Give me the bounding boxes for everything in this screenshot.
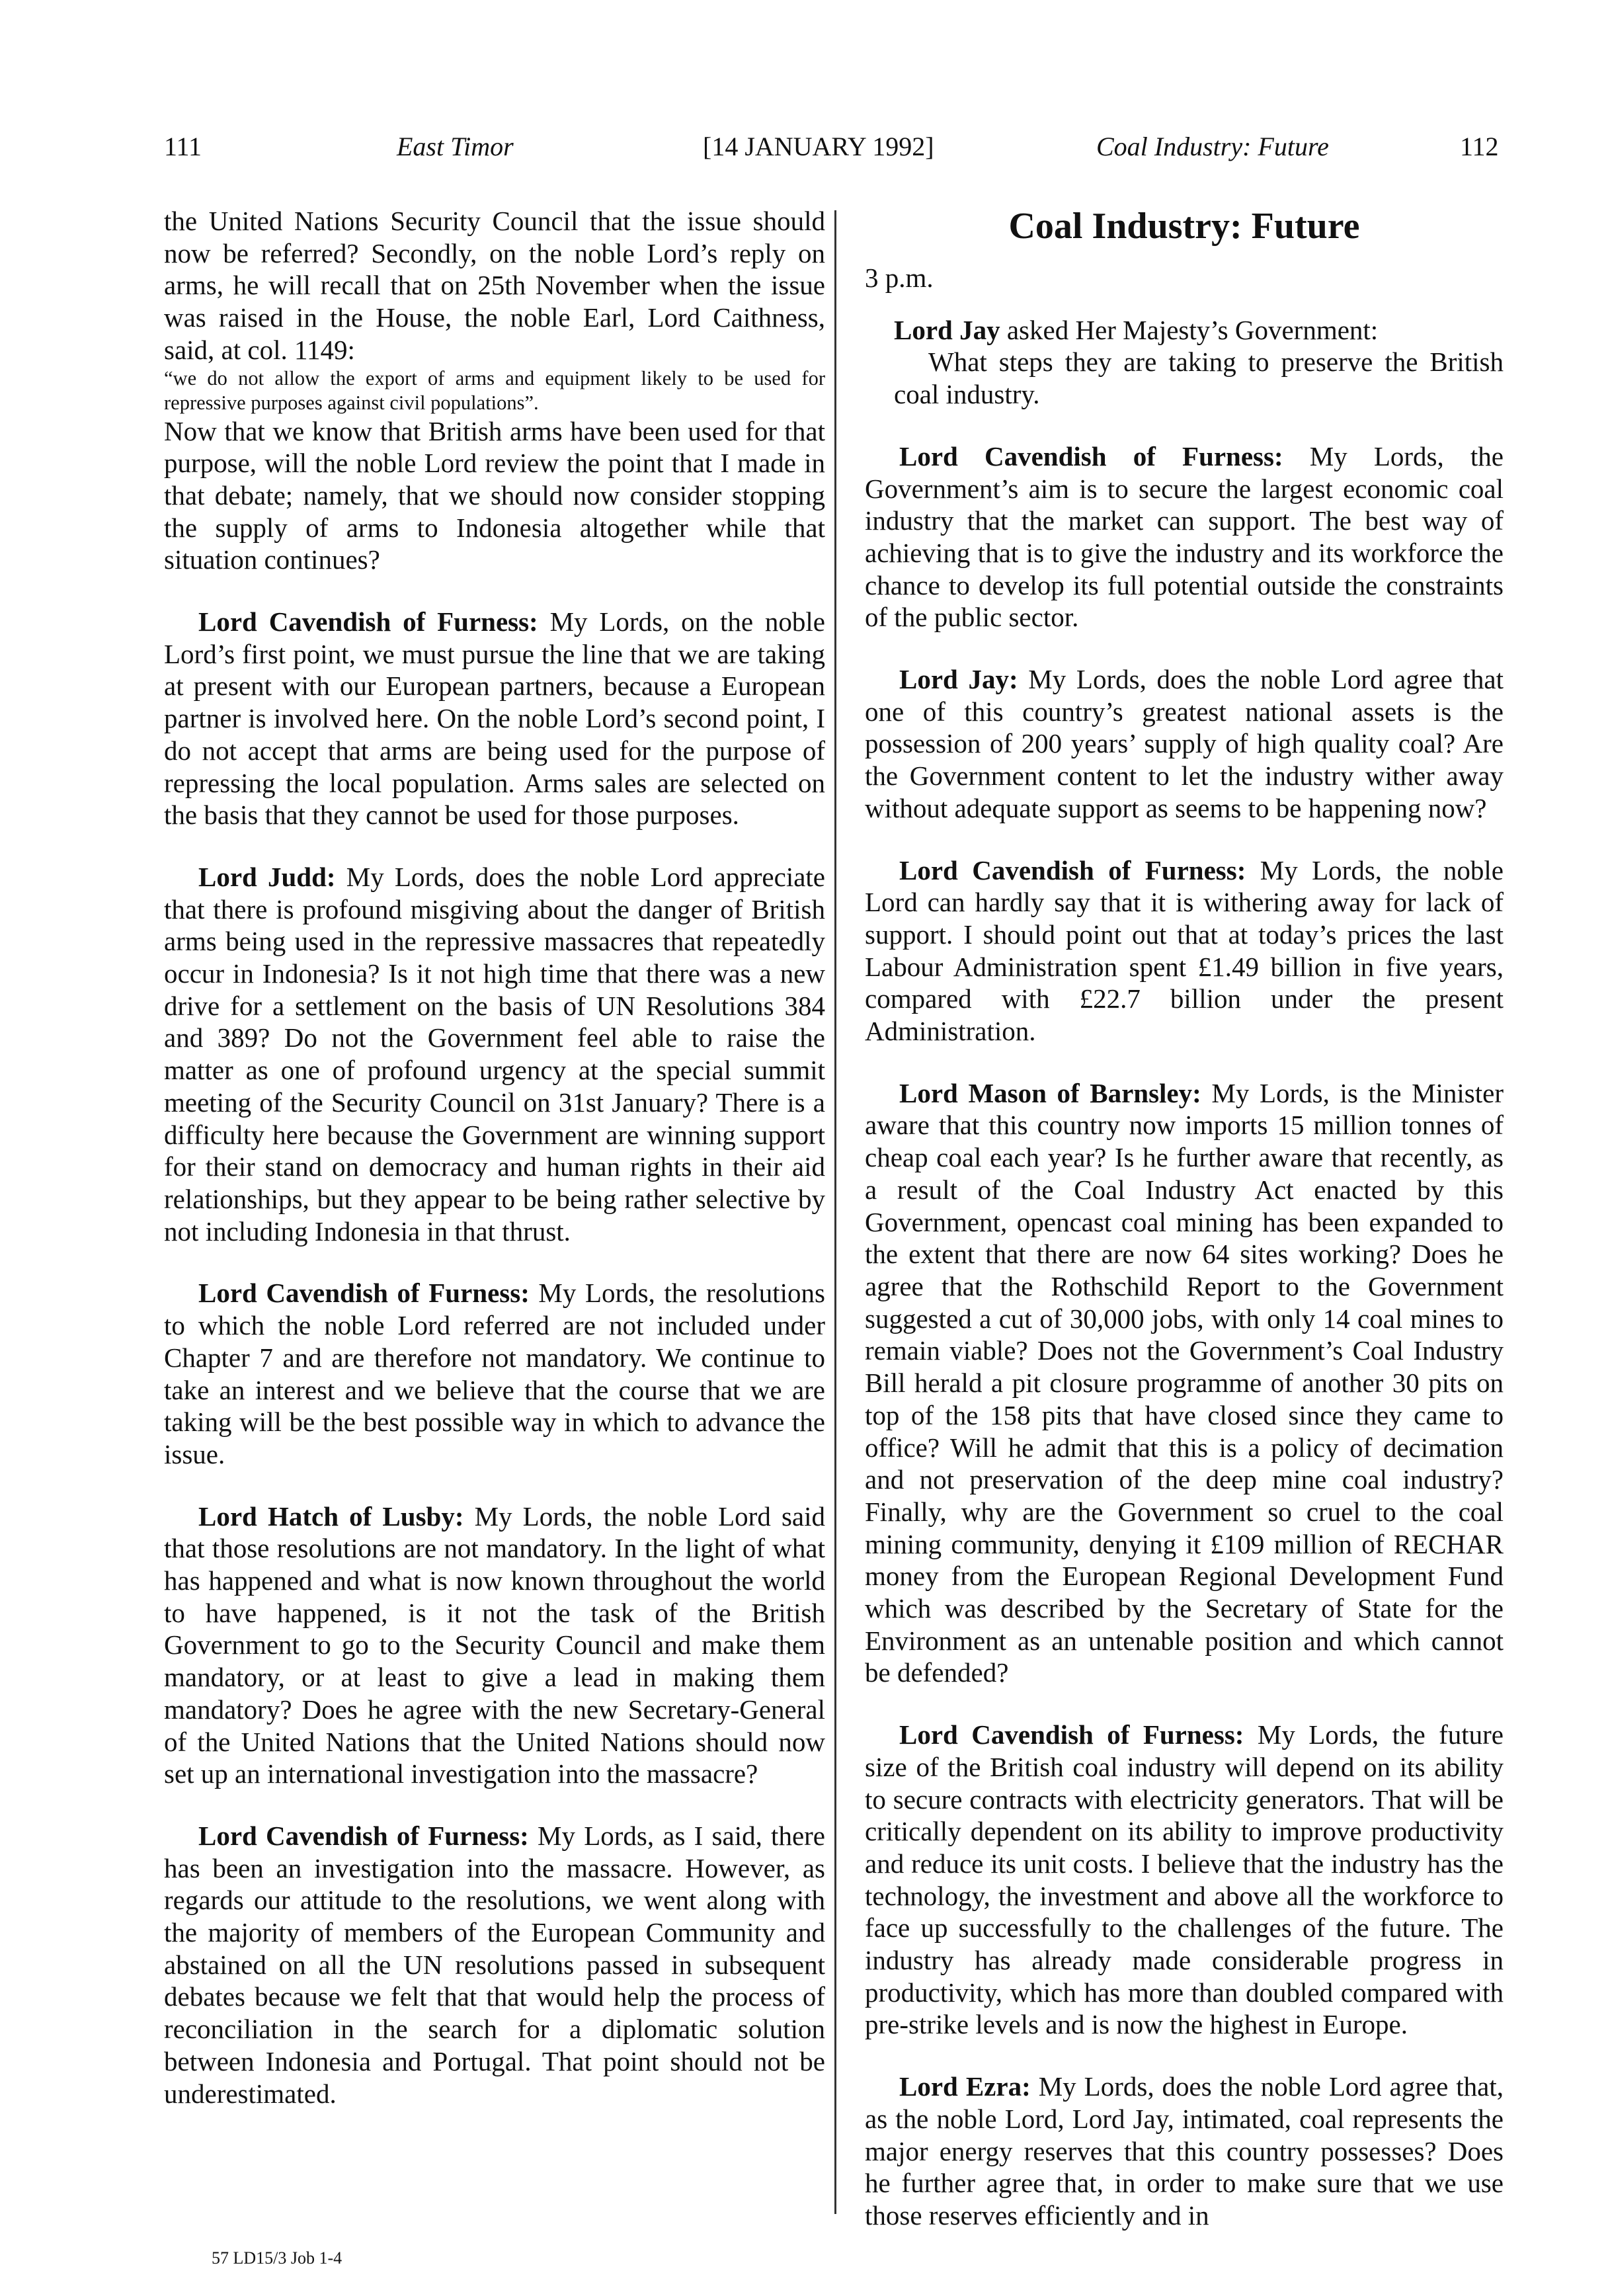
speech: [865, 1719, 1504, 2041]
question-speaker: Lord Jay: [894, 314, 1000, 345]
speech-text: My Lords, does the noble Lord agree that, as the noble Lord, Lord Jay, intimated, coal represents the major energy reserves that this country possesses? Does he further agree that, in order to make sure that we use those reserves efficiently and in: [865, 2071, 1504, 2231]
speech: [865, 1077, 1504, 1689]
continuation-paragraph: Now that we know that British arms have been used for that purpose, will the noble Lord review the point that I made in that debate; namely, that we should now consider stopping the supply of arms to Indonesia altogether while that situation continues?: [164, 415, 825, 575]
left-running-title: East Timor: [397, 132, 514, 161]
speech: [164, 1277, 825, 1470]
speaker-name: Lord Hatch of Lusby:: [198, 1500, 464, 1532]
speech-text: My Lords, the future size of the British coal industry will depend on its ability to secure contracts with electricity generators. That will be critically dependent on its ability to improve productivity and reduce its unit costs. I believe that the industry has the technology, the investment and above all the workforce to face up successfully to the challenges of the future. The industry has already made considerable progress in productivity, which has more than doubled compared with pre-strike levels and is now the highest in Europe.: [865, 1719, 1504, 2040]
speaker-name: Lord Cavendish of Furness:: [198, 606, 538, 637]
speaker-name: Lord Cavendish of Furness:: [198, 1278, 530, 1309]
speaker-name: Lord Cavendish of Furness:: [899, 1719, 1244, 1750]
speech-text: My Lords, does the noble Lord appreciate that there is profound misgiving about the danger of British arms being used in the repressive massacres that repeatedly occur in Indonesia? Is it not high time that there was a new drive for a settlement on the basis of UN Resolutions 384 and 389? Do not the Government feel able to raise the matter as one of profound urgency at the special summit meeting of the Security Council on 31st January? There is a difficulty here because the Government are winning support for their stand on democracy and human rights in their aid relationships, but they appear to be being rather selective by not including Indonesia in that thrust.: [164, 861, 825, 1247]
question-intro-text: asked Her Majesty’s Government:: [1000, 314, 1379, 345]
speaker-name: Lord Ezra:: [899, 2071, 1031, 2102]
speech-text: My Lords, the resolutions to which the noble Lord referred are not included under Chapter 7 and are therefore not mandatory. We continue to take an interest and we believe that the course that we are taking will be the best possible way in which to advance the issue.: [164, 1278, 825, 1469]
speaker-name: Lord Judd:: [198, 861, 336, 892]
speaker-name: Lord Cavendish of Furness:: [899, 854, 1246, 885]
right-running-title: Coal Industry: Future: [1096, 132, 1329, 161]
section-title: Coal Industry: Future: [1008, 206, 1360, 247]
header-date: [14 JANUARY 1992]: [703, 132, 934, 161]
speaker-name: Lord Cavendish of Furness:: [198, 1820, 529, 1851]
speech: [164, 861, 825, 1247]
speech-text: My Lords, does the noble Lord agree that one of this country’s greatest national assets is the possession of 200 years’ supply of high quality coal? Are the Government content to let the industry wither away without adequate support as seems to be happening now?: [865, 664, 1504, 823]
sitting-time: 3 p.m.: [865, 263, 934, 293]
speech: [865, 2070, 1504, 2232]
speech-text: My Lords, the noble Lord can hardly say that it is withering away for lack of support. I should point out that at today’s prices the last Labour Administration spent £1.49 billion in five years, compared with £22.7 billion under the present Administration.: [865, 854, 1504, 1047]
speaker-name: Lord Cavendish of Furness:: [899, 440, 1283, 472]
speech-text: My Lords, is the Minister aware that this country now imports 15 million tonnes of cheap coal each year? Is he further aware that recently, as a result of the Coal Industry Act enacted by this Government, opencast coal mining has been expanded to the extent that there are now 64 sites working? Does he agree that the Rothschild Report to the Government suggested a cut of 30,000 jobs, with only 14 coal mines to remain viable? Does not the Government’s Coal Industry Bill herald a pit closure programme of another 30 pits on top of the 158 pits that have closed since they came to office? Will he admit that this is a policy of decimation and not preservation of the deep mine coal industry? Finally, why are the Government so cruel to the coal mining community, denying it £109 million of RECHAR money from the European Regional Development Fund which was described by the Secretary of State for the Environment as an untenable position and which cannot be defended?: [865, 1077, 1504, 1688]
question-intro: [865, 314, 1504, 347]
speech-text: My Lords, on the noble Lord’s first point, we must pursue the line that we are taking at present with our European partners, because a European partner is involved here. On the noble Lord’s second point, I do not accept that arms are being used for the purpose of repressing the local population. Arms sales are selected on the basis that they cannot be used for those purposes.: [164, 606, 825, 831]
speaker-name: Lord Mason of Barnsley:: [899, 1077, 1201, 1108]
speech: [865, 440, 1504, 634]
print-job-code: 57 LD15/3 Job 1-4: [212, 2248, 342, 2268]
speaker-name: Lord Jay:: [899, 664, 1018, 695]
page-header: [0, 131, 1608, 171]
left-column-number: 111: [164, 132, 202, 161]
speech-text: My Lords, as I said, there has been an investigation into the massacre. However, as regards our attitude to the resolutions, we went along with the majority of members of the European Community and abstained on all the UN resolutions passed in subsequent debates because we felt that that would help the process of reconciliation in the search for a diplomatic solution between Indonesia and Portugal. That point should not be underestimated.: [164, 1820, 825, 2109]
opening-paragraph: the United Nations Security Council that the issue should now be referred? Secondly, on the noble Lord’s reply on arms, he will recall that on 25th November when the issue was raised in the House, the noble Earl, Lord Caithness, said, at col. 1149:: [164, 206, 825, 365]
speech: [164, 1500, 825, 1790]
right-column-number: 112: [1460, 132, 1499, 161]
speech: [865, 854, 1504, 1047]
speech-text: My Lords, the noble Lord said that those resolutions are not mandatory. In the light of what has happened and what is now known throughout the world to have happened, is it not the task of the British Government to go to the Security Council and make them mandatory, or at least to give a lead in making them mandatory? Does he agree with the new Secretary-General of the United Nations that the United Nations should now set up an international investigation into the massacre?: [164, 1500, 826, 1789]
speech: [164, 1820, 825, 2110]
column-divider: [834, 210, 836, 2214]
speech: [164, 606, 825, 831]
speech-text: My Lords, the Government’s aim is to secure the largest economic coal industry that the market can support. The best way of achieving that is to give the industry and its workforce the chance to develop its full potential outside the constraints of the public sector.: [865, 440, 1504, 633]
question-text: What steps they are taking to preserve the British coal industry.: [894, 347, 1504, 410]
left-column: [164, 205, 825, 2110]
speech: [865, 663, 1504, 825]
quotation: “we do not allow the export of arms and equipment likely to be used for repressive purposes against civil populations”.: [164, 366, 825, 414]
right-column: [865, 205, 1504, 2232]
